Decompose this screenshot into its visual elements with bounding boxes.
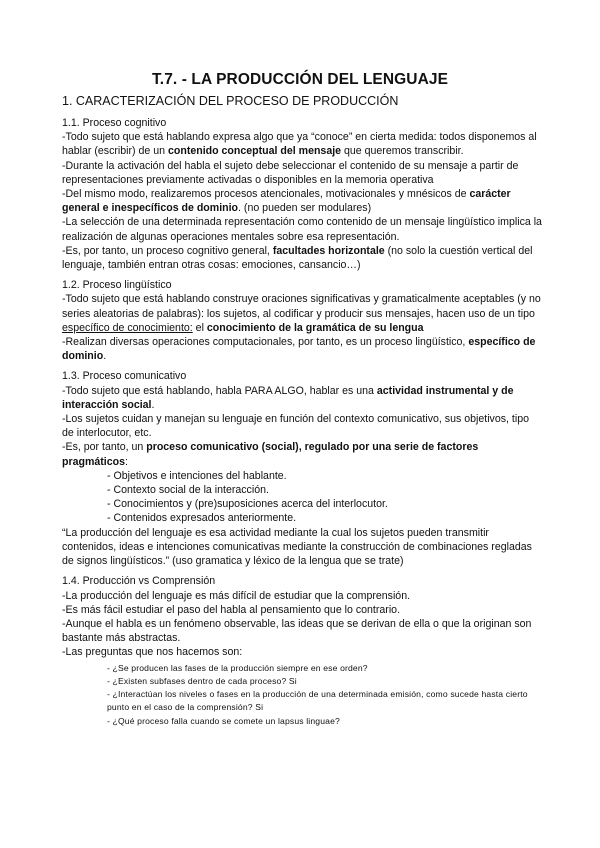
page-title: T.7. - LA PRODUCCIÓN DEL LENGUAJE (151, 71, 449, 88)
document-body (62, 116, 542, 728)
subsection-heading-1-4: 1.4. Producción vs Comprensión (62, 575, 216, 588)
paragraph: -Del mismo modo, realizaremos procesos atencionales, motivacionales y mnésicos de carácter general e inespecíficos de dominio. (no pueden ser modulares) (62, 188, 511, 215)
pragmatic-factors-list (62, 469, 542, 526)
section-heading: 1. CARACTERIZACIÓN DEL PROCESO DE PRODUCCIÓN (62, 94, 399, 108)
definition-quote: “La producción del lenguaje es esa actividad mediante la cual los sujetos pueden transmitir contenidos, ideas e intenciones comunicativas mediante la construcción de combinaciones regladas de signos lingüísticos.” (uso gramatica y léxico de la lengua que se trate) (62, 526, 532, 568)
subsection-heading-1-3: 1.3. Proceso comunicativo (62, 370, 187, 383)
paragraph: -Todo sujeto que está hablando expresa algo que ya “conoce” en cierta medida: todos disponemos al hablar (escribir) de un contenido conceptual del mensaje que queremos transcribir. (62, 131, 537, 158)
paragraph: -Durante la activación del habla el sujeto debe seleccionar el contenido de su mensaje a partir de representaciones previamente activadas o disponibles en la memoria operativa (62, 159, 519, 186)
paragraph: -Es más fácil estudiar el paso del habla al pensamiento que lo contrario. (62, 603, 401, 616)
list-item: - ¿Interactúan los niveles o fases en la producción de una determinada emisión, como sucede hasta cierto punto en el caso de la comprensión? Si (107, 689, 528, 713)
paragraph: -Todo sujeto que está hablando, habla PARA ALGO, hablar es una actividad instrumental y de interacción social. (62, 384, 514, 411)
paragraph: -Es, por tanto, un proceso cognitivo general, facultades horizontale (no solo la cuestión vertical del lenguaje, también entran otras cosas: emociones, cansancio…) (62, 244, 533, 272)
paragraph: -Los sujetos cuidan y manejan su lenguaje en función del contexto comunicativo, sus objetivos, tipo de interlocutor, etc. (62, 413, 529, 440)
list-item: - ¿Existen subfases dentro de cada proceso? Si (107, 675, 297, 686)
list-item: - ¿Qué proceso falla cuando se comete un lapsus linguae? (107, 715, 340, 726)
paragraph: -Aunque el habla es un fenómeno observable, las ideas que se derivan de ella o que la originan son bastante más abstractas. (62, 617, 532, 645)
paragraph: -Todo sujeto que está hablando construye oraciones significativas y gramaticalmente aceptables (y no series aleatorias de palabras): los sujetos, al codificar y producir sus mensajes, hacen uso de un tipo específico de conocimiento: el conocimiento de la gramática de su lengua (62, 293, 541, 334)
list-item: - Contenidos expresados anteriormente. (107, 512, 297, 525)
paragraph: -Realizan diversas operaciones computacionales, por tanto, es un proceso lingüístico, específico de dominio. (62, 336, 536, 363)
paragraph: -La selección de una determinada representación como contenido de un mensaje lingüístico implica la realización de algunas operaciones mentales sobre esa representación. (62, 216, 542, 243)
list-item: - Conocimientos y (pre)suposiciones acerca del interlocutor. (107, 498, 388, 511)
list-item: - Objetivos e intenciones del hablante. (107, 469, 287, 482)
paragraph: -Es, por tanto, un proceso comunicativo (social), regulado por una serie de factores pragmáticos: (62, 441, 479, 468)
paragraph: -Las preguntas que nos hacemos son: (62, 646, 243, 659)
list-item: - Contexto social de la interacción. (107, 484, 269, 497)
subsection-heading-1-2: 1.2. Proceso lingüístico (62, 279, 172, 292)
list-item: - ¿Se producen las fases de la producción siempre en ese orden? (107, 662, 368, 673)
paragraph: -La producción del lenguaje es más difícil de estudiar que la comprensión. (62, 589, 411, 602)
questions-list (62, 662, 542, 728)
subsection-heading-1-1: 1.1. Proceso cognitivo (62, 117, 167, 129)
